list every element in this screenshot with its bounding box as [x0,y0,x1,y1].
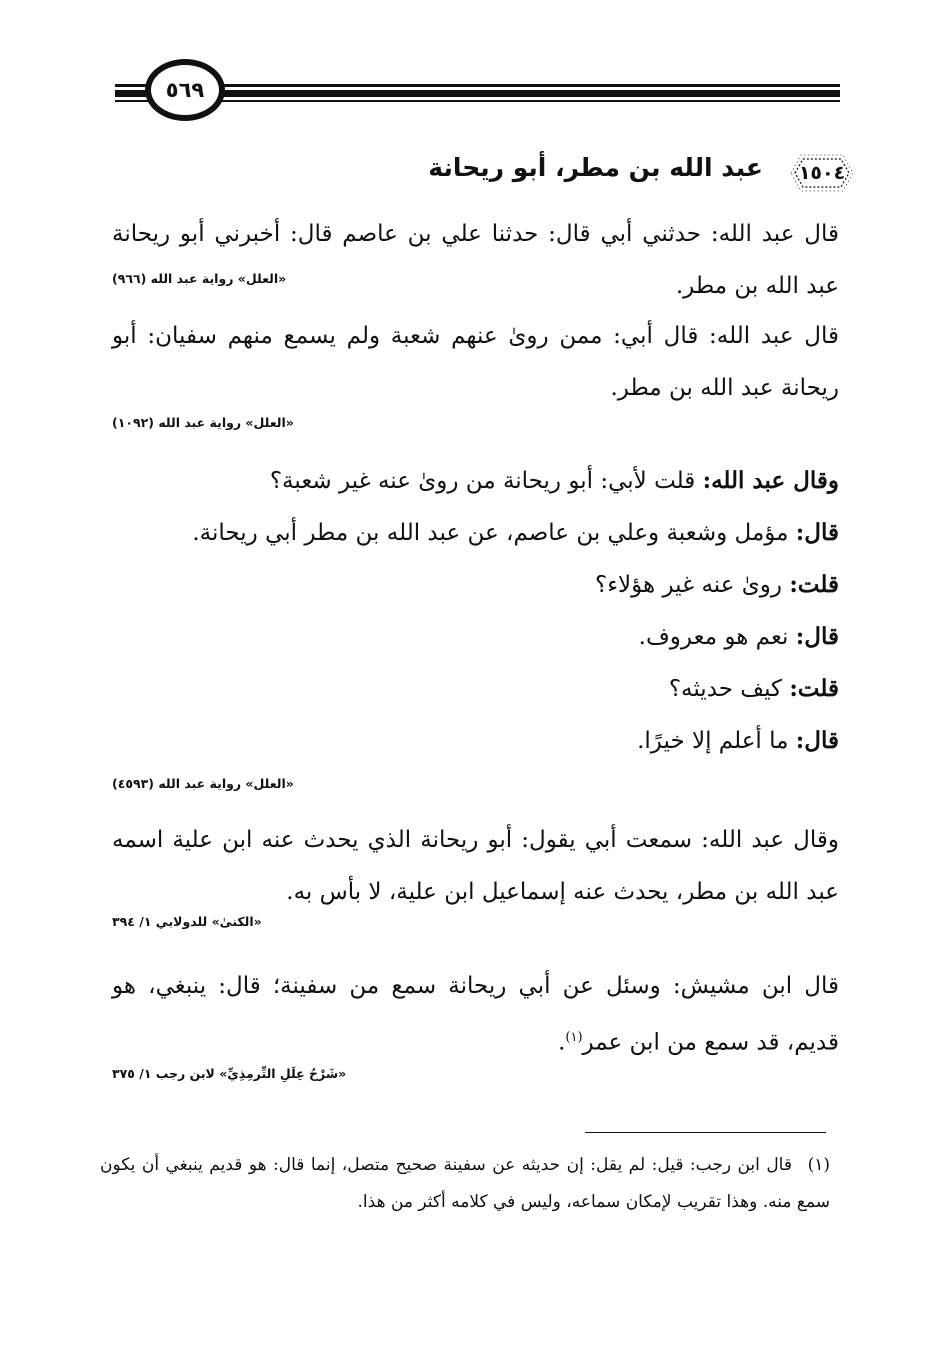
footnote-marker: (١) [565,1030,583,1045]
narration-text: قال عبد الله: حدثني أبي قال: حدثنا علي بن عاصم قال: أخبرني أبو ريحانة عبد الله بن مطر. [112,221,839,299]
speaker-label: قال: [795,623,839,650]
dialogue-line [112,455,839,507]
dialogue-line [112,507,839,559]
page-header [0,0,947,160]
dialogue-block [112,455,839,767]
source-citation: «العلل» رواية عبد الله (١٠٩٢) [112,415,294,430]
dialogue-line [112,559,839,611]
dialogue-line [112,663,839,715]
source-citation: «شَرْحُ عِلَلِ التِّرمِذِيِّ» لابن رجب ١/ ٣٧٥ [112,1066,347,1081]
narration-block [112,208,839,312]
footnote-text: قال ابن رجب: قيل: لم يقل: إن حديثه عن سفينة صحيح متصل، إنما قال: هو قديم ينبغي أن يكون سمع منه. وهذا تقريب لإمكان سماعه، وليس في كلامه أكثر من هذا. [100,1155,830,1212]
dialogue-text: قلت لأبي: أبو ريحانة من روىٰ عنه غير شعبة؟ [269,468,696,494]
source-citation: «الكنىٰ» للدولابي ١/ ٣٩٤ [112,914,262,929]
page-number-badge [145,59,225,121]
source-citation-row [112,914,839,929]
dialogue-line [112,611,839,663]
source-citation-row [112,776,839,791]
footnote-number: (١) [807,1155,830,1175]
speaker-label: قال: [795,519,839,546]
source-citation-row [112,415,839,430]
source-citation: «العلل» رواية عبد الله (٤٥٩٣) [112,776,294,791]
entry-title: عبد الله بن مطر، أبو ريحانة [428,153,763,182]
speaker-label: وقال عبد الله: [702,467,839,494]
dialogue-text: نعم هو معروف. [638,624,789,650]
narration-block [112,960,839,1069]
header-rule [115,100,840,102]
speaker-label: قال: [795,727,839,754]
narration-block [112,814,839,918]
dialogue-text: روىٰ عنه غير هؤلاء؟ [595,572,782,598]
dialogue-text: ما أعلم إلا خيرًا. [637,728,789,754]
source-citation-row [112,271,839,286]
page-number: ٥٦٩ [165,78,205,102]
footnote-separator [585,1132,826,1133]
dialogue-line [112,715,839,767]
entry-number-badge [789,153,855,193]
dialogue-text: مؤمل وشعبة وعلي بن عاصم، عن عبد الله بن مطر أبي ريحانة. [192,520,789,546]
footnote [100,1147,830,1221]
narration-text [112,960,839,1069]
entry-number: ١٥٠٤ [798,162,846,184]
dialogue-text: كيف حديثه؟ [668,676,782,702]
narration-text: قال عبد الله: قال أبي: ممن روىٰ عنهم شعبة ولم يسمع منهم سفيان: أبو ريحانة عبد الله بن مطر. [112,323,839,401]
speaker-label: قلت: [789,675,839,702]
source-citation: «العلل» رواية عبد الله (٩٦٦) [112,271,287,286]
speaker-label: قلت: [789,571,839,598]
narration-text: وقال عبد الله: سمعت أبي يقول: أبو ريحانة الذي يحدث عنه ابن علية اسمه عبد الله بن مطر، يحدث عنه إسماعيل ابن علية، لا بأس به. [112,827,839,905]
narration-body: قال ابن مشيش: وسئل عن أبي ريحانة سمع من سفينة؛ قال: ينبغي، هو قديم، قد سمع من ابن عمر [112,973,839,1056]
source-citation-row [112,1066,839,1081]
entry-heading [95,145,855,197]
narration-block [112,310,839,414]
narration-end: . [558,1029,566,1056]
